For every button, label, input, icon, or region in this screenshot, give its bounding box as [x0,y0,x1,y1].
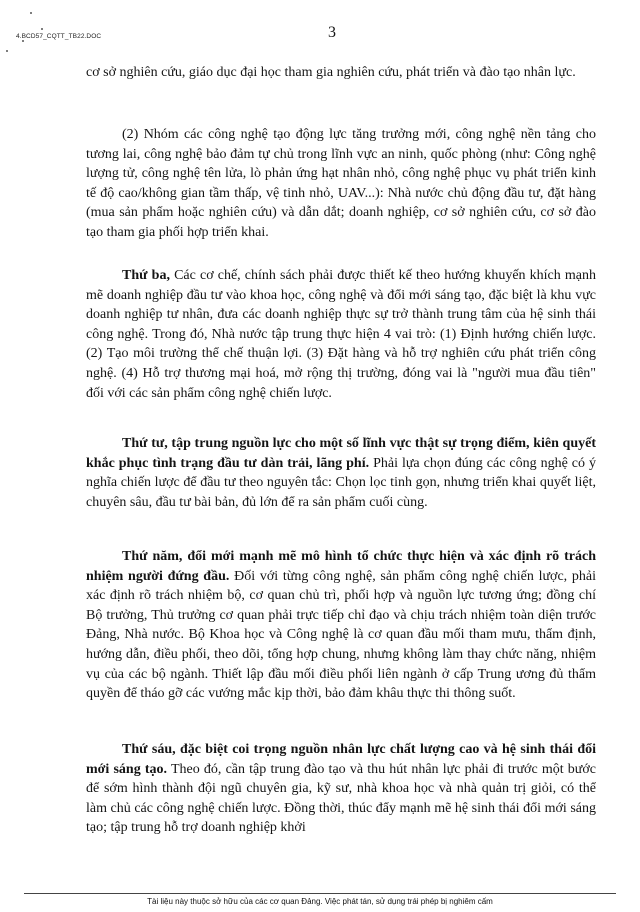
heading-thu-nam: Thứ năm, đổi mới mạnh mẽ mô hình tổ chức thực hiện và xác định rõ trách nhiệm người đứng đầu. [86,549,596,584]
scan-speck [41,28,43,30]
body-block-5 [86,547,596,704]
document-id: 4.BCD57_CQTT_TB22.DOC [16,33,102,40]
body-block-1 [86,63,596,83]
page-number: 3 [328,24,336,41]
body-block-2 [86,125,596,243]
paragraph-thu-sau [86,740,596,838]
paragraph-thu-tu-text: Phải lựa chọn đúng các công nghệ có ý nghĩa chiến lược để đầu tư theo nguyên tắc: Chọn lọc tinh gọn, nhưng triển khai quyết liệt, chuyên sâu, đầu tư bài bản, đủ lớn để ra sản phẩm cuối cùng. [86,455,597,510]
scan-speck [22,40,24,42]
paragraph-thu-nam-text: Đối với từng công nghệ, sản phẩm công nghệ chiến lược, phải xác định rõ trách nhiệm bộ, cơ quan chủ trì, phối hợp và nguồn lực tương ứng; đồng chí Bộ trưởng, Thủ trưởng cơ quan phải trực tiếp chỉ đạo và chịu trách nhiệm toàn diện trước Đảng, Nhà nước. Bộ Khoa học và Công nghệ là cơ quan đầu mối tham mưu, thẩm định, hướng dẫn, điều phối, theo dõi, tổng hợp chung, nhưng không làm thay chức năng, nhiệm vụ của các bộ ngành. Thiết lập đầu mối điều phối liên ngành ở cấp Trung ương đủ thẩm quyền để tháo gỡ các vướng mắc kịp thời, bảo đảm khâu thực thi thông suốt. [86,568,596,702]
scan-speck [30,12,32,14]
body-block-4 [86,434,596,512]
paragraph-nhom-2: (2) Nhóm các công nghệ tạo động lực tăng trưởng mới, công nghệ nền tảng cho tương lai, công nghệ bảo đảm tự chủ trong lĩnh vực an ninh, quốc phòng (như: Công nghệ lượng tử, công nghệ tên lửa, lò phản ứng hạt nhân nhỏ, công nghệ phục vụ phát triển kinh tế độ cao/không gian tầm thấp, vệ tinh nhỏ, UAV...): Nhà nước chủ động đầu tư, đặt hàng (mua sản phẩm hoặc nghiên cứu) và dẫn dắt; doanh nghiệp, cơ sở nghiên cứu, cơ sở đào tạo tham gia phối hợp triển khai. [86,127,596,240]
paragraph-thu-ba-text: Các cơ chế, chính sách phải được thiết kế theo hướng khuyến khích mạnh mẽ doanh nghiệp đầu tư vào khoa học, công nghệ và đổi mới sáng tạo, đặc biệt là khu vực doanh nghiệp tư nhân, đưa các doanh nghiệp thực sự trở thành trung tâm của hệ sinh thái công nghệ. Trong đó, Nhà nước tập trung thực hiện 4 vai trò: (1) Định hướng chiến lược. (2) Tạo môi trường thể chế thuận lợi. (3) Đặt hàng và hỗ trợ nghiên cứu phát triển công nghệ. (4) Hỗ trợ thương mại hoá, mở rộng thị trường, đóng vai là "người mua đầu tiên" đối với các sản phẩm công nghệ chiến lược. [86,268,597,401]
paragraph-continuation: cơ sở nghiên cứu, giáo dục đại học tham gia nghiên cứu, phát triển và đào tạo nhân lực. [86,65,576,80]
scan-speck [6,50,8,52]
footer-notice: Tài liệu này thuộc sở hữu của các cơ quan Đảng. Việc phát tán, sử dụng trái phép bị nghiêm cấm [147,897,493,906]
body-block-6 [86,740,596,838]
heading-thu-ba: Thứ ba, [122,268,170,283]
heading-thu-sau: Thứ sáu, đặc biệt coi trọng nguồn nhân lực chất lượng cao và hệ sinh thái đổi mới sáng tạo. [86,742,596,777]
paragraph-thu-sau-text: Theo đó, cần tập trung đào tạo và thu hút nhân lực phải đi trước một bước để sớm hình thành đội ngũ chuyên gia, kỹ sư, nhà khoa học và nhà quản trị giỏi, có thể làm chủ các công nghệ chiến lược. Đồng thời, thúc đẩy mạnh mẽ hệ sinh thái đổi mới sáng tạo; tập trung hỗ trợ doanh nghiệp khởi [86,761,597,836]
paragraph-thu-tu [86,434,596,512]
body-block-3 [86,266,596,403]
paragraph-thu-nam [86,547,596,704]
footer-divider [24,893,616,894]
paragraph-thu-ba [86,266,596,403]
heading-thu-tu: Thứ tư, tập trung nguồn lực cho một số lĩnh vực thật sự trọng điểm, kiên quyết khắc phục tình trạng đầu tư dàn trải, lãng phí. [86,436,596,471]
